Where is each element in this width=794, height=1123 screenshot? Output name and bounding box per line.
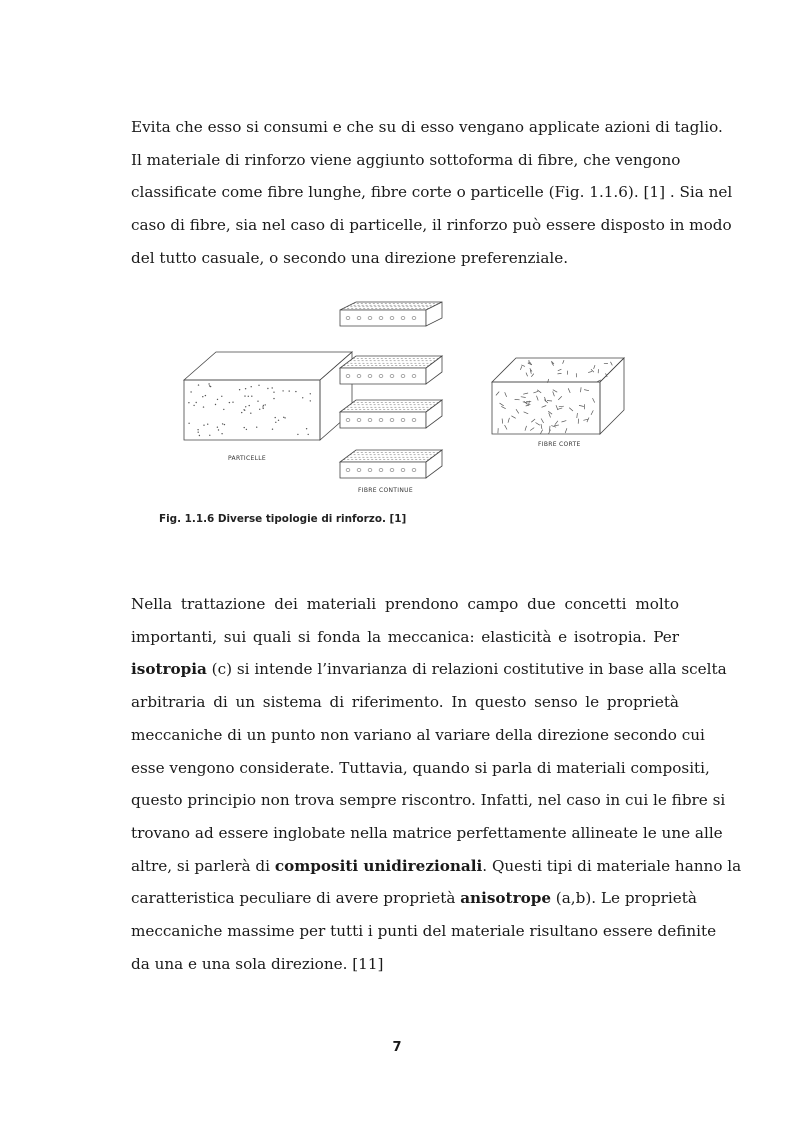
text-run: . Questi tipi di materiale hanno la (482, 856, 742, 875)
text-run: altre, si parlerà di (131, 856, 275, 875)
term-anisotrope: anisotrope (460, 889, 551, 908)
text-line: Evita che esso si consumi e che su di esso vengano applicate azioni di taglio. (131, 118, 723, 136)
text-line: caso di fibre, sia nel caso di particelle, il rinforzo può essere disposto in modo (131, 216, 732, 235)
text-line: questo principio non trova sempre riscontro. Infatti, nel caso in cui le fibre si (131, 791, 726, 810)
reinforcement-types-figure (180, 300, 632, 500)
paragraph-isotropy (131, 588, 742, 980)
particles-block (184, 352, 352, 440)
text-line: trovano ad essere inglobate nella matrice perfettamente allineate le une alle (131, 823, 723, 842)
short-fibres-block (492, 358, 624, 434)
short-fibres-label: FIBRE CORTE (538, 441, 581, 448)
paragraph-reinforcement (131, 111, 733, 275)
text-line: da una e una sola direzione. [11] (131, 954, 384, 973)
text-run: (a,b). Le proprietà (550, 889, 697, 908)
page-number: 7 (392, 1040, 402, 1055)
continuous-fibre-plates (340, 302, 442, 478)
text-line: Nella trattazione dei materiali prendono campo due concetti molto (131, 595, 679, 613)
term-compositi-unidirezionali: compositi unidirezionali (274, 856, 483, 875)
text-line: del tutto casuale, o secondo una direzione preferenziale. (131, 248, 569, 267)
particles-label: PARTICELLE (228, 455, 266, 462)
figure-caption: Fig. 1.1.6 Diverse tipologie di rinforzo. [1] (159, 513, 407, 525)
text-line: classificate come fibre lunghe, fibre corte o particelle (Fig. 1.1.6). [1] . Sia nel (131, 183, 733, 202)
text-line: meccaniche di un punto non variano al variare della direzione secondo cui (131, 725, 705, 744)
text-line (131, 850, 742, 883)
text-run: (c) si intende l’invarianza di relazioni costitutive in base alla scelta (206, 660, 727, 679)
fibre-plate (340, 302, 442, 326)
text-run: caratteristica peculiare di avere proprietà (131, 889, 461, 908)
text-line: meccaniche massime per tutti i punti del materiale risultano essere definite (131, 922, 717, 941)
fibre-plate (340, 450, 442, 478)
text-line (131, 882, 697, 915)
term-isotropia: isotropia (131, 660, 207, 679)
fibre-plate (340, 356, 442, 384)
text-line: arbitraria di un sistema di riferimento. In questo senso le proprietà (131, 693, 679, 712)
text-line: esse vengono considerate. Tuttavia, quando si parla di materiali compositi, (131, 758, 710, 777)
text-line (131, 653, 727, 686)
text-line: Il materiale di rinforzo viene aggiunto sottoforma di fibre, che vengono (131, 150, 681, 169)
fibre-plate (340, 400, 442, 428)
text-line: importanti, sui quali si fonda la meccanica: elasticità e isotropia. Per (131, 627, 679, 646)
continuous-fibres-label: FIBRE CONTINUE (358, 487, 413, 494)
